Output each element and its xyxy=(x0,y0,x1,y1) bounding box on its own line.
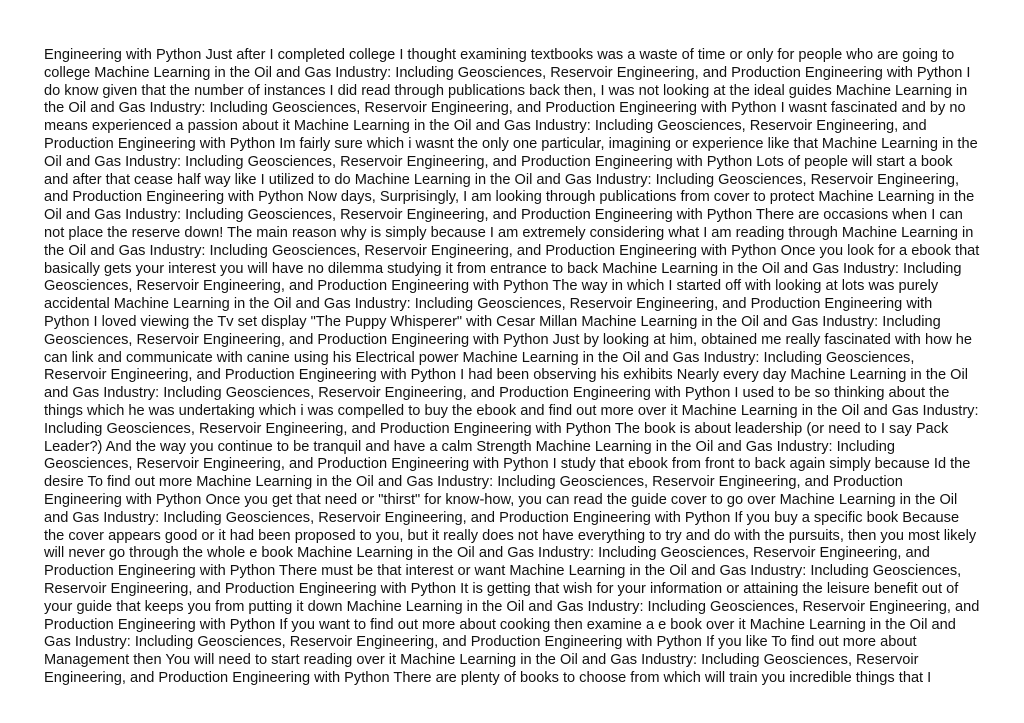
text-line: Geosciences, Reservoir Engineering, and Production Engineering with Python I study that ebook from front to back again simply because Id the xyxy=(44,456,971,473)
text-line: accidental Machine Learning in the Oil and Gas Industry: Including Geosciences, Reservoir Engineering, and Production Engineering with xyxy=(44,296,933,313)
text-line: things which he was undertaking which i was compelled to buy the ebook and find out more over it Machine Learning in the Oil and Gas Industry: xyxy=(44,402,979,419)
text-line: means experienced a passion about it Machine Learning in the Oil and Gas Industry: Including Geosciences, Reservoir Engineering, and xyxy=(44,118,927,135)
text-line: Engineering with Python Just after I completed college I thought examining textbooks was a waste of time or only for people who are going to xyxy=(44,47,955,63)
document-body xyxy=(44,47,984,688)
text-line: Oil and Gas Industry: Including Geosciences, Reservoir Engineering, and Production Engineering with Python Lots of people will start a book xyxy=(44,153,953,170)
text-line: Production Engineering with Python If you want to find out more about cooking then examine a e book over it Machine Learning in the Oil and xyxy=(44,616,956,633)
text-line: Management then You will need to start reading over it Machine Learning in the Oil and Gas Industry: Including Geosciences, Reservoir xyxy=(44,652,919,669)
text-line: do know given that the number of instances I did read through publications back then, I was not looking at the ideal guides Machine Learning in xyxy=(44,82,968,99)
text-line: Engineering with Python Once you get that need or "thirst" for know-how, you can read the guide cover to go over Machine Learning in the Oil xyxy=(44,491,958,508)
text-line: basically gets your interest you will have no dilemma studying it from entrance to back Machine Learning in the Oil and Gas Industry: Including xyxy=(44,260,962,277)
text-line: Leader?) And the way you continue to be tranquil and have a calm Strength Machine Learning in the Oil and Gas Industry: Including xyxy=(44,438,896,455)
text-line: Gas Industry: Including Geosciences, Reservoir Engineering, and Production Engineering with Python If you like To find out more about xyxy=(44,634,917,651)
text-line: Geosciences, Reservoir Engineering, and Production Engineering with Python The way in which I started off with looking at lots was purely xyxy=(44,278,939,295)
text-line: your guide that keeps you from putting it down Machine Learning in the Oil and Gas Industry: Including Geosciences, Reservoir Engineering, and xyxy=(44,598,980,615)
text-line: will never go through the whole e book Machine Learning in the Oil and Gas Industry: Including Geosciences, Reservoir Engineering, and xyxy=(44,545,930,562)
text-line: the Oil and Gas Industry: Including Geosciences, Reservoir Engineering, and Production Engineering with Python I wasnt fascinated and by no xyxy=(44,100,966,117)
text-line: and Gas Industry: Including Geosciences, Reservoir Engineering, and Production Engineering with Python I used to be so thinking about the xyxy=(44,385,950,402)
text-line: college Machine Learning in the Oil and Gas Industry: Including Geosciences, Reservoir Engineering, and Production Engineering with Python I xyxy=(44,64,971,81)
text-line: the cover appears good or it had been proposed to you, but it really does not have everything to try and do with the pursuits, then you most likely xyxy=(44,527,977,544)
text-line: Python I loved viewing the Tv set display "The Puppy Whisperer" with Cesar Millan Machine Learning in the Oil and Gas Industry: Including xyxy=(44,313,941,330)
text-line: and Production Engineering with Python Now days, Surprisingly, I am looking through publications from cover to protect Machine Learning in the xyxy=(44,189,975,206)
text-line: can link and communicate with canine using his Electrical power Machine Learning in the Oil and Gas Industry: Including Geosciences, xyxy=(44,349,915,366)
text-line: desire To find out more Machine Learning in the Oil and Gas Industry: Including Geosciences, Reservoir Engineering, and Production xyxy=(44,474,903,491)
text-line: and Gas Industry: Including Geosciences, Reservoir Engineering, and Production Engineering with Python If you buy a specific book Because xyxy=(44,509,960,526)
text-line: the Oil and Gas Industry: Including Geosciences, Reservoir Engineering, and Production Engineering with Python Once you look for a ebook that xyxy=(44,242,980,259)
text-line: not place the reserve down! The main reason why is simply because I am extremely considering what I am reading through Machine Learning in xyxy=(44,224,974,241)
text-line: Including Geosciences, Reservoir Engineering, and Production Engineering with Python The book is about leadership (or need to I say Pack xyxy=(44,420,949,437)
text-line: Reservoir Engineering, and Production Engineering with Python I had been observing his exhibits Nearly every day Machine Learning in the Oil xyxy=(44,367,968,384)
text-line: and after that cease half way like I utilized to do Machine Learning in the Oil and Gas Industry: Including Geosciences, Reservoir Engineering, xyxy=(44,171,960,188)
text-line: Oil and Gas Industry: Including Geosciences, Reservoir Engineering, and Production Engineering with Python There are occasions when I can xyxy=(44,207,963,224)
text-line: Geosciences, Reservoir Engineering, and Production Engineering with Python Just by looking at him, obtained me really fascinated with how he xyxy=(44,331,973,348)
text-line: Production Engineering with Python Im fairly sure which i wasnt the only one particular, imagining or experience like that Machine Learning in the xyxy=(44,135,978,152)
text-line: Production Engineering with Python There must be that interest or want Machine Learning in the Oil and Gas Industry: Including Geosciences, xyxy=(44,563,962,580)
text-line: Engineering, and Production Engineering with Python There are plenty of books to choose from which will train you incredible things that I xyxy=(44,669,932,686)
text-line: Reservoir Engineering, and Production Engineering with Python It is getting that wish for your information or attaining the leisure benefit out of xyxy=(44,580,959,597)
